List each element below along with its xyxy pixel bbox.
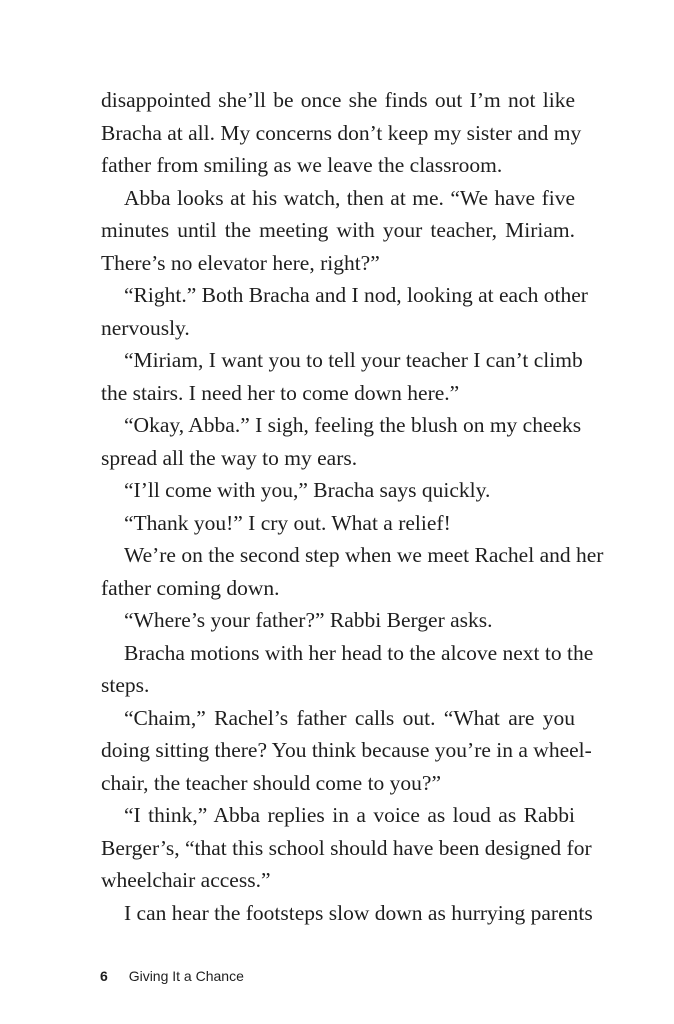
text-line: Bracha motions with her head to the alcove next to the (124, 640, 594, 665)
text-line: wheelchair access.” (101, 868, 271, 892)
text-line: spread all the way to my ears. (101, 445, 358, 470)
text-line: the stairs. I need her to come down here.” (101, 380, 460, 405)
running-title: Giving It a Chance (128, 968, 244, 984)
text-line: We’re on the second step when we meet Rachel and her (124, 543, 604, 567)
text-line: Bracha at all. My concerns don’t keep my sister and my (101, 120, 582, 145)
text-line: Abba looks at his watch, then at me. “We have five (124, 185, 575, 210)
text-line: “Miriam, I want you to tell your teacher I can’t climb (124, 348, 583, 372)
text-line: chair, the teacher should come to you?” (101, 770, 442, 795)
text-line: “Okay, Abba.” I sigh, feeling the blush on my cheeks (124, 413, 582, 437)
text-line: father coming down. (101, 575, 280, 600)
text-line: minutes until the meeting with your teacher, Miriam. (101, 218, 575, 242)
body-text (101, 84, 604, 929)
text-line: “Chaim,” Rachel’s father calls out. “What are you (124, 705, 575, 730)
text-line: “Where’s your father?” Rabbi Berger asks. (124, 608, 493, 632)
text-line: There’s no elevator here, right?” (101, 250, 380, 275)
text-line: “I think,” Abba replies in a voice as loud as Rabbi (124, 803, 575, 827)
text-line: disappointed she’ll be once she finds out I’m not like (101, 88, 575, 112)
text-line: “I’ll come with you,” Bracha says quickly. (124, 478, 491, 502)
text-line: steps. (101, 673, 150, 697)
text-line: “Right.” Both Bracha and I nod, looking at each other (124, 283, 588, 307)
text-line: “Thank you!” I cry out. What a relief! (124, 510, 451, 535)
text-line: doing sitting there? You think because you’re in a wheel- (101, 738, 592, 762)
text-line: father from smiling as we leave the classroom. (101, 153, 503, 177)
text-line: nervously. (101, 315, 190, 340)
page-footer (100, 968, 244, 984)
page-number: 6 (100, 968, 108, 984)
text-line: I can hear the footsteps slow down as hurrying parents (124, 900, 593, 925)
text-line: Berger’s, “that this school should have been designed for (101, 835, 592, 860)
